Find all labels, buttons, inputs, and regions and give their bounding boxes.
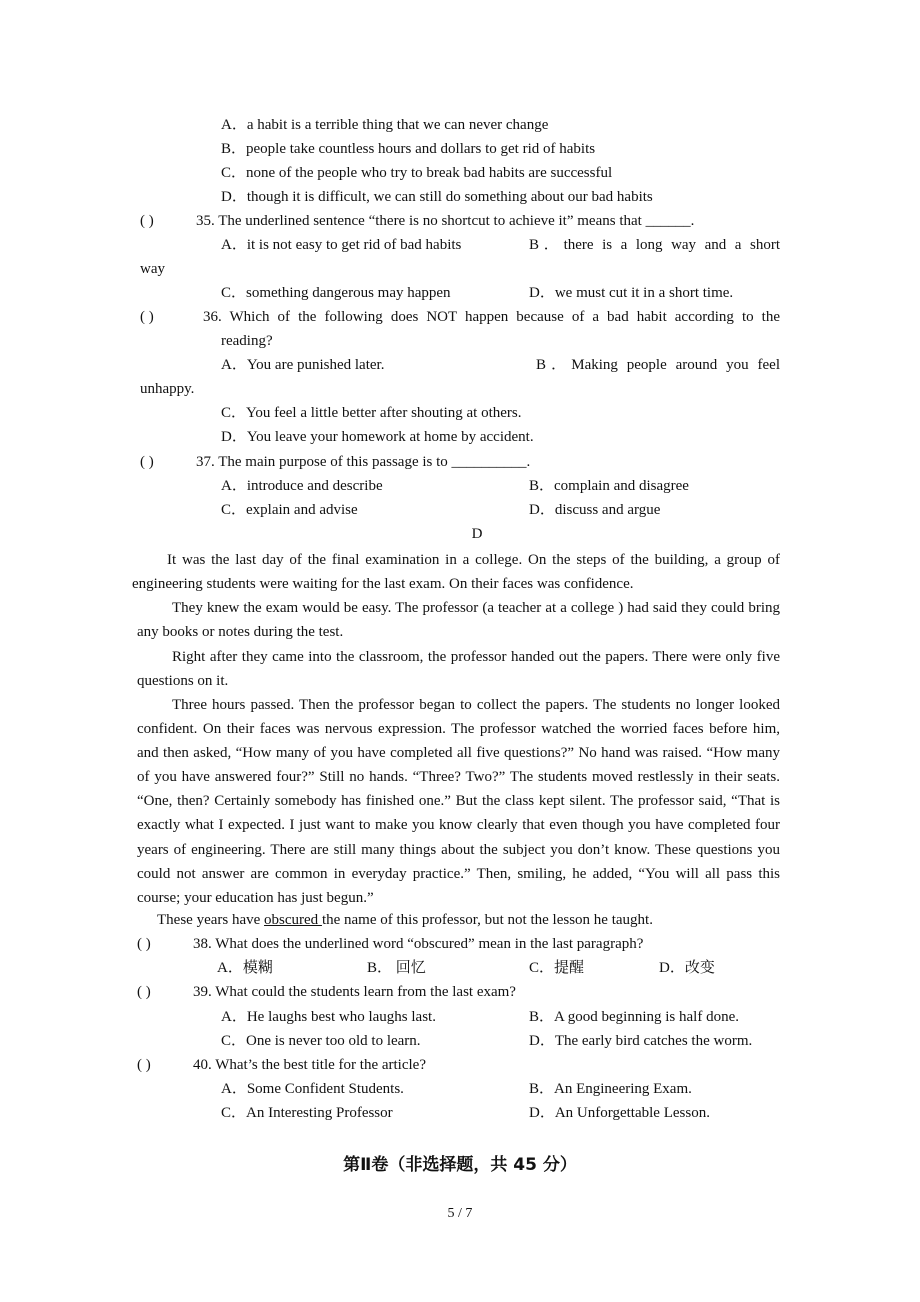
q40-option-a: A．Some Confident Students. [221,1081,404,1097]
q35-answer-blank[interactable]: ( ) [140,213,154,229]
q38-option-a: A．模糊 [217,960,273,976]
q39-option-a: A．He laughs best who laughs last. [221,1009,436,1025]
q35-option-b: B．there is a long way and a short [529,237,780,253]
q40-answer-blank[interactable]: ( ) [137,1057,151,1073]
q39-option-c: C．One is never too old to learn. [221,1033,421,1049]
passage-paragraph-3: Right after they came into the classroom, the professor handed out the papers. There were only five questions on it. [137,649,780,690]
q40-option-b: B．An Engineering Exam. [529,1081,692,1097]
q39-option-d: D．The early bird catches the worm. [529,1033,753,1049]
q36-answer-blank[interactable]: ( ) [140,309,154,325]
q38-option-d: D．改变 [659,960,715,976]
q35-option-a: A．it is not easy to get rid of bad habits [221,237,462,253]
q34-option-b: B．people take countless hours and dollars to get rid of habits [221,141,596,157]
q36-option-b-wrap: unhappy. [140,381,195,397]
passage-paragraph-5: These years have obscured the name of this professor, but not the lesson he taught. [157,912,653,928]
q37-answer-blank[interactable]: ( ) [140,454,154,470]
q34-option-d: D．though it is difficult, we can still do something about our bad habits [221,189,653,205]
q40-option-d: D．An Unforgettable Lesson. [529,1105,710,1121]
passage-label: D [471,526,483,542]
q35-option-d: D．we must cut it in a short time. [529,285,734,301]
section-title: 第Ⅱ卷（非选择题，共 45 分） [343,1155,577,1175]
q37-option-d: D．discuss and argue [529,502,661,518]
q38-stem: 38. What does the underlined word “obscured” mean in the last paragraph? [193,936,644,952]
q37-option-b: B．complain and disagree [529,478,689,494]
q39-answer-blank[interactable]: ( ) [137,984,151,1000]
q36-stem: 36. Which of the following does NOT happen because of a bad habit according to the [203,309,780,325]
passage-paragraph-4: Three hours passed. Then the professor began to collect the papers. The students no longer looked confident. On their faces was nervous expression. The professor watched the worried faces before him, and then asked, “How many of you have completed all five questions?” No hand was raised. “How many of you have answered four?” Still no hands. “Three? Two?” The students moved restlessly in their seats. “One, then? Certainly somebody has finished one.” But the class kept silent. The professor said, “That is exactly what I expected. I just want to make you know clearly that even though you have completed four years of engineering. There are still many things about the subject you don’t know. These questions you could not answer are common in everyday practice.” Then, smiling, he added, “You will all pass this course; your education has just begun.” [137,697,780,906]
passage-paragraph-1: It was the last day of the final examination in a college. On the steps of the building, a group of engineering students were waiting for the last exam. On their faces was confidence. [132,552,780,593]
page-number: 5 / 7 [447,1206,473,1221]
q35-option-c: C．something dangerous may happen [221,285,451,301]
q39-stem: 39. What could the students learn from the last exam? [193,984,516,1000]
q36-option-a: A．You are punished later. [221,357,385,373]
q40-option-c: C．An Interesting Professor [221,1105,393,1121]
q38-option-b: B． 回忆 [367,960,426,976]
q35-stem: 35. The underlined sentence “there is no shortcut to achieve it” means that ______. [196,213,695,229]
q38-answer-blank[interactable]: ( ) [137,936,151,952]
q34-option-a: A．a habit is a terrible thing that we can never change [221,117,549,133]
q37-option-c: C．explain and advise [221,502,358,518]
q36-option-d: D．You leave your homework at home by accident. [221,429,534,445]
q35-option-b-wrap: way [140,261,165,277]
q37-stem: 37. The main purpose of this passage is to __________. [196,454,531,470]
q36-stem-continued: reading? [221,333,273,349]
q36-option-b: B．Making people around you feel [536,357,780,373]
passage-paragraph-2: They knew the exam would be easy. The professor (a teacher at a college ) had said they could bring any books or notes during the test. [137,600,780,641]
q38-option-c: C．提醒 [529,960,585,976]
q40-stem: 40. What’s the best title for the article? [193,1057,426,1073]
q36-option-c: C．You feel a little better after shouting at others. [221,405,522,421]
q34-option-c: C．none of the people who try to break bad habits are successful [221,165,613,181]
q37-option-a: A．introduce and describe [221,478,383,494]
q39-option-b: B．A good beginning is half done. [529,1009,739,1025]
underlined-word: obscured [264,912,322,928]
